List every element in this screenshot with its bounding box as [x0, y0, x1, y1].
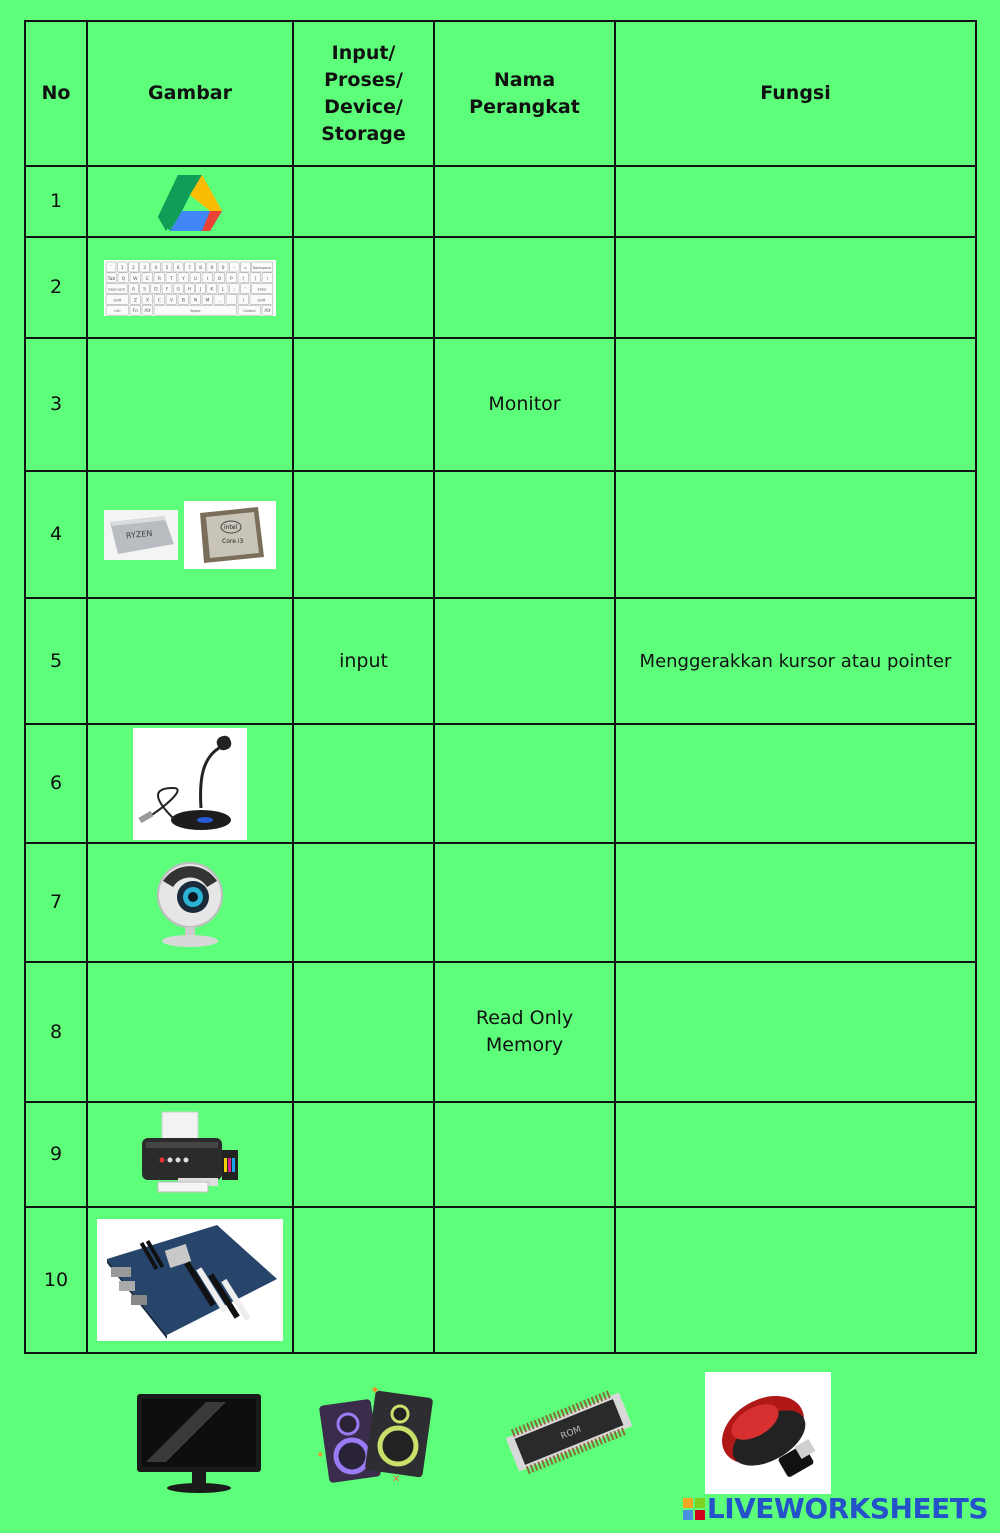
header-type-line: Storage — [321, 122, 406, 145]
row-number: 9 — [25, 1102, 87, 1207]
answer-nama[interactable] — [434, 724, 615, 843]
ryzen-cpu-icon — [104, 510, 178, 560]
motherboard-icon — [97, 1219, 283, 1341]
answer-type[interactable] — [293, 471, 434, 598]
svg-text:✕: ✕ — [392, 1474, 401, 1484]
answer-nama[interactable] — [434, 962, 615, 1102]
image-cell — [87, 237, 293, 338]
answer-nama[interactable] — [434, 471, 615, 598]
worksheet-table — [24, 20, 977, 1354]
keyboard-key-label: . — [230, 297, 233, 303]
keyboard-key-label: E — [145, 276, 149, 282]
printer-icon — [138, 1110, 242, 1200]
keyboard-key-label: A — [131, 287, 135, 293]
answer-nama[interactable] — [434, 843, 615, 962]
image-cell — [87, 843, 293, 962]
keyboard-key-label: 1 — [120, 265, 124, 271]
image-cell — [87, 166, 293, 237]
keyboard-key-label: 6 — [176, 265, 180, 271]
answer-fungsi[interactable] — [615, 471, 976, 598]
speaker-icon[interactable] — [312, 1384, 438, 1484]
keyboard-key-label: = — [243, 265, 248, 271]
answer-type[interactable] — [293, 237, 434, 338]
keyboard-key-label: 3 — [143, 265, 147, 271]
keyboard-key-label: L — [221, 287, 225, 293]
answer-type[interactable] — [293, 166, 434, 237]
header-row — [25, 21, 976, 166]
microphone-icon — [133, 728, 247, 840]
keyboard-key-label: 0 — [221, 265, 225, 271]
answer-type[interactable] — [293, 843, 434, 962]
header-nama-line: Perangkat — [469, 95, 580, 118]
row-number: 5 — [25, 598, 87, 724]
row-number: 8 — [25, 962, 87, 1102]
keyboard-key-label: Fn — [132, 308, 139, 314]
keyboard-key-label: Alt — [144, 308, 151, 314]
answer-fungsi[interactable] — [615, 843, 976, 962]
keyboard-key-label: V — [169, 297, 173, 303]
keyboard-key-label: , — [218, 297, 221, 303]
keyboard-key-label: / — [242, 297, 245, 303]
answer-nama[interactable]: Monitor — [434, 338, 615, 471]
brand-name: LIVEWORKSHEETS — [706, 1492, 988, 1525]
keyboard-key-label: I — [206, 276, 209, 282]
monitor-icon[interactable] — [136, 1392, 262, 1494]
row-number: 10 — [25, 1207, 87, 1353]
table-row — [25, 471, 976, 598]
keyboard-key-label: Caps Lock — [108, 287, 126, 292]
keyboard-key-label: ] — [254, 276, 257, 282]
keyboard-key-label: G — [176, 287, 180, 293]
image-cell — [87, 1102, 293, 1207]
keyboard-key-label: Tab — [107, 276, 116, 282]
liveworksheets-brand — [683, 1492, 988, 1525]
svg-text:✦: ✦ — [370, 1384, 381, 1397]
answer-type[interactable] — [293, 1207, 434, 1353]
image-cell — [87, 471, 293, 598]
keyboard-key-label: [ — [242, 276, 245, 282]
image-cell — [87, 1207, 293, 1353]
keyboard-key-label: 4 — [154, 265, 158, 271]
keyboard-key-label: Control — [243, 308, 256, 313]
answer-fungsi[interactable] — [615, 724, 976, 843]
answer-fungsi[interactable] — [615, 338, 976, 471]
keyboard-icon — [104, 260, 276, 316]
wireless-mouse-icon[interactable] — [705, 1372, 831, 1494]
keyboard-key-label: M — [205, 297, 210, 303]
header-type-line: Proses/ — [324, 68, 403, 91]
answer-nama[interactable] — [434, 237, 615, 338]
table-row — [25, 237, 976, 338]
header-fungsi: Fungsi — [615, 21, 976, 166]
table-row — [25, 1207, 976, 1353]
keyboard-key-label: C — [157, 297, 161, 303]
table-row — [25, 724, 976, 843]
nama-line: Memory — [485, 1034, 564, 1056]
keyboard-key-label: 9 — [210, 265, 214, 271]
keyboard-key-label: N — [193, 297, 198, 303]
answer-type[interactable] — [293, 338, 434, 471]
row-number: 7 — [25, 843, 87, 962]
keyboard-key-label: ; — [233, 287, 235, 293]
row-number: 6 — [25, 724, 87, 843]
answer-fungsi[interactable] — [615, 1102, 976, 1207]
keyboard-key-label: O — [217, 276, 222, 282]
table-row — [25, 166, 976, 237]
answer-fungsi[interactable] — [615, 1207, 976, 1353]
keyboard-key-label: 5 — [165, 265, 169, 271]
intel-label: intel — [224, 523, 238, 531]
drop-zone[interactable] — [87, 962, 293, 1102]
keyboard-key-label: 7 — [187, 265, 191, 271]
header-no: No — [25, 21, 87, 166]
keyboard-key-label: Alt — [264, 308, 271, 314]
row-number: 1 — [25, 166, 87, 237]
ryzen-label: RYZEN — [125, 528, 153, 540]
header-gambar: Gambar — [87, 21, 293, 166]
keyboard-key-label: ' — [244, 287, 247, 293]
answer-fungsi[interactable] — [615, 166, 976, 237]
keyboard-key-label: P — [230, 276, 233, 282]
header-nama-line: Nama — [493, 68, 556, 91]
webcam-icon — [155, 857, 225, 949]
keyboard-key-label: H — [187, 287, 192, 293]
keyboard-key-label: R — [157, 276, 161, 282]
answer-type[interactable] — [293, 1102, 434, 1207]
keyboard-key-label: W — [133, 276, 138, 282]
keyboard-key-label: Enter — [257, 287, 267, 292]
header-type-line: Device/ — [324, 95, 403, 118]
keyboard-key-label: Z — [133, 297, 137, 303]
keyboard-key-label: Shift — [257, 297, 266, 302]
table-row — [25, 598, 976, 724]
intel-cpu-icon — [184, 501, 276, 569]
keyboard-key-label: Y — [182, 276, 185, 282]
answer-type[interactable] — [293, 962, 434, 1102]
keyboard-key-label: \ — [266, 276, 269, 282]
drop-zone[interactable] — [87, 338, 293, 471]
liveworksheets-logo-icon — [683, 1498, 705, 1520]
table-row — [25, 843, 976, 962]
keyboard-key-label: B — [181, 297, 185, 303]
keyboard-key-label: - — [233, 265, 236, 271]
keyboard-key-label: J — [199, 287, 202, 293]
google-drive-icon — [158, 173, 222, 231]
rom-chip-icon[interactable] — [502, 1386, 636, 1478]
header-nama — [434, 21, 615, 166]
keyboard-key-label: D — [154, 287, 158, 293]
keyboard-key-label: 8 — [199, 265, 203, 271]
table-row — [25, 338, 976, 471]
core-label: Core i3 — [222, 537, 244, 545]
rom-label: ROM — [559, 1424, 583, 1442]
nama-line: Read Only — [475, 1007, 574, 1029]
keyboard-key-label: S — [143, 287, 147, 293]
answer-type[interactable]: input — [293, 598, 434, 724]
answer-fungsi[interactable]: Menggerakkan kursor atau pointer — [615, 598, 976, 724]
row-number: 4 — [25, 471, 87, 598]
header-type-line: Input/ — [331, 41, 396, 64]
keyboard-key-label: F — [165, 287, 169, 293]
keyboard-key-label: X — [145, 297, 149, 303]
keyboard-key-label: Backspace — [253, 265, 272, 270]
keyboard-key-label: Q — [121, 276, 126, 282]
table-row — [25, 1102, 976, 1207]
header-type — [293, 21, 434, 166]
keyboard-key-label: K — [210, 287, 214, 293]
answer-nama[interactable] — [434, 1207, 615, 1353]
keyboard-key-label: Space — [190, 308, 201, 313]
keyboard-key-label: U — [193, 276, 198, 282]
keyboard-key-label: 2 — [131, 265, 135, 271]
row-number: 3 — [25, 338, 87, 471]
svg-text:✦: ✦ — [316, 1450, 325, 1461]
keyboard-key-label: Ctrl — [114, 308, 121, 313]
image-cell — [87, 724, 293, 843]
table-row — [25, 962, 976, 1102]
answer-fungsi[interactable] — [615, 962, 976, 1102]
drop-zone[interactable] — [87, 598, 293, 724]
row-number: 2 — [25, 237, 87, 338]
keyboard-key-label: T — [170, 276, 173, 282]
keyboard-key-label: ` — [109, 265, 113, 271]
answer-nama[interactable] — [434, 598, 615, 724]
answer-nama[interactable] — [434, 1102, 615, 1207]
answer-fungsi[interactable] — [615, 237, 976, 338]
answer-nama[interactable] — [434, 166, 615, 237]
keyboard-key-label: Shift — [113, 297, 122, 302]
answer-type[interactable] — [293, 724, 434, 843]
